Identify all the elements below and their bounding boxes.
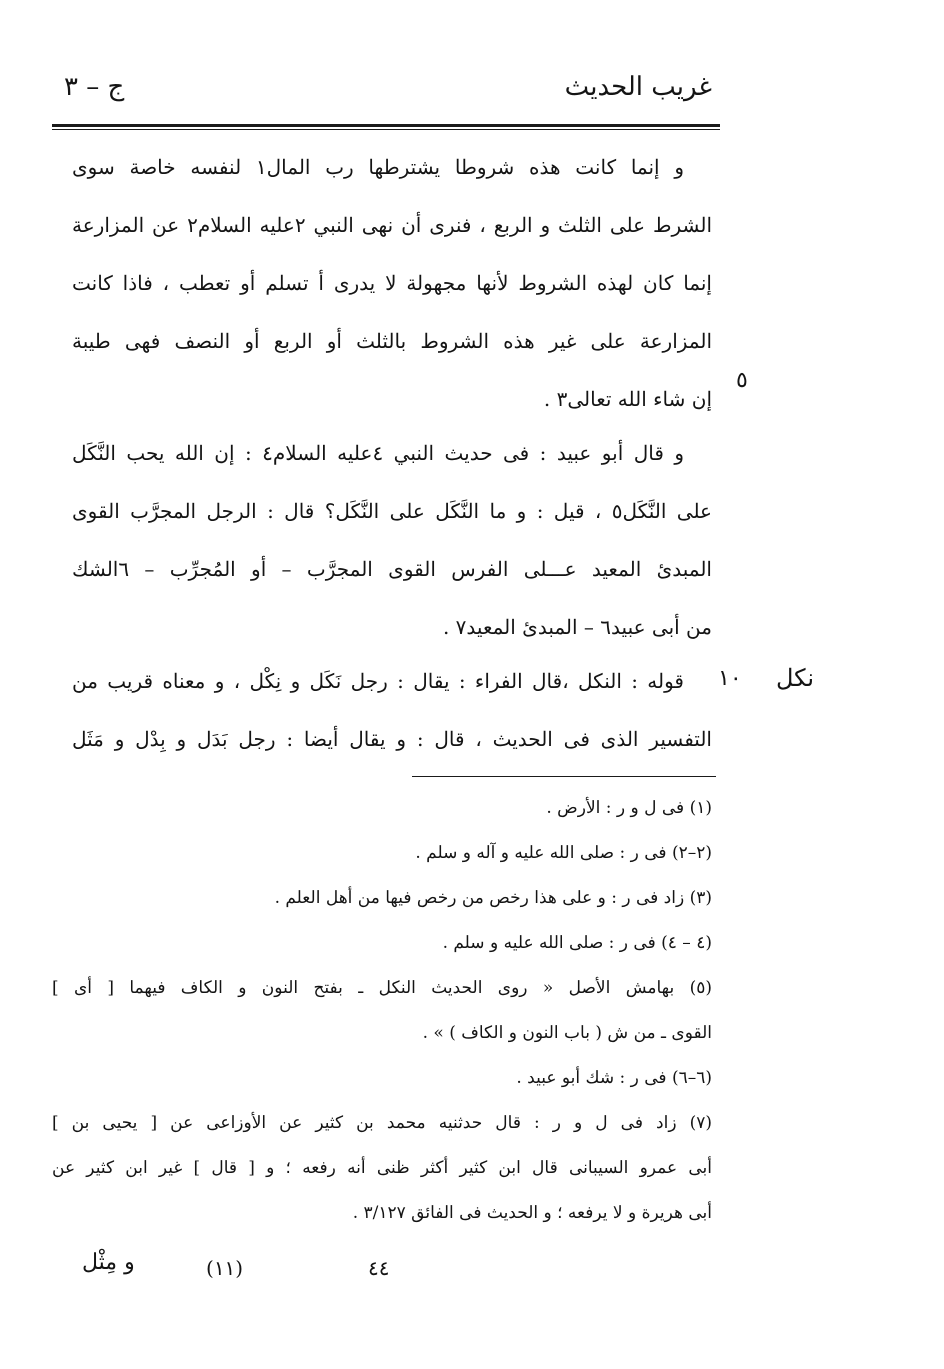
- text-line: من أبى عبيد٦ – المبدئ المعيد٧ .: [442, 615, 712, 639]
- footnote-continuation: أبى هريرة و لا يرفعه ؛ و الحديث فى الفائق ٣/١٢٧ .: [352, 1203, 712, 1223]
- footnote: (١) فى ل و ر : الأرض .: [546, 798, 712, 818]
- paragraph-1: [72, 138, 712, 428]
- text-line: و إنما كانت هذه شروطا يشترطها رب المال١ لنفسه خاصة سوى: [72, 155, 684, 179]
- footnote-continuation: القوى ـ من ش ( باب النون و الكاف ) » .: [422, 1023, 712, 1043]
- footnote: (٦–٦) فى ر : شك أبو عبيد .: [516, 1068, 712, 1088]
- signature-mark: (١١): [206, 1256, 244, 1280]
- volume-number: ج – ٣: [64, 72, 125, 102]
- line-number-10: ١٠: [718, 666, 742, 691]
- text-line: التفسير الذى فى الحديث ، قال : و يقال أيضا : رجل بَدَل و بِدْل و مَثَل: [72, 727, 712, 751]
- page-number: ٤٤: [368, 1256, 390, 1280]
- footnote: (٤ – ٤) فى ر : صلى الله عليه و سلم .: [442, 933, 712, 953]
- footnote-continuation: أبى عمرو السيبانى قال ابن كثير أكثر ظنى أنه رفعه ؛ و [ قال ] غير ابن كثير عن: [52, 1158, 712, 1178]
- footnote: (٢–٢) فى ر : صلى الله عليه و آله و سلم .: [415, 843, 712, 863]
- header-rule-thin: [52, 129, 720, 130]
- text-line: قوله : النكل ،قال الفراء : يقال : رجل نَكَل و نِكْل ، و معناه قريب من: [72, 669, 684, 693]
- line-number-5: ٥: [736, 368, 748, 393]
- header-rule-thick: [52, 124, 720, 127]
- paragraph-2: [72, 424, 712, 656]
- paragraph-3: [72, 652, 712, 768]
- text-line: الشرط على الثلث و الربع ، فنرى أن نهى النبي ٢عليه السلام٢ عن المزارعة: [72, 213, 713, 237]
- text-line: المزارعة على غير هذه الشروط بالثلث أو الربع أو النصف فهى طيبة: [72, 329, 712, 353]
- footnotes: [52, 786, 712, 1236]
- margin-headword: نكل: [776, 664, 815, 692]
- text-line: المبدئ المعيد عـــلى الفرس القوى المجرَّب – أو المُجرِّب – ٦الشك: [72, 557, 712, 581]
- text-line: إن شاء الله تعالى٣ .: [543, 387, 712, 411]
- footnote: (٥) بهامش الأصل « روى الحديث النكل ـ بفتح النون و الكاف فيهما [ أى ]: [52, 978, 712, 998]
- footnote: (٣) زاد فى ر : و على هذا رخص من رخص فيها من أهل العلم .: [274, 888, 712, 908]
- text-line: و قال أبو عبيد : فى حديث النبي ٤عليه السلام٤ : إن الله يحب النَّكَل: [72, 441, 684, 465]
- running-title: غريب الحديث: [564, 72, 712, 102]
- text-line: إنما كان لهذه الشروط لأنها مجهولة لا يدرى أ تسلم أو تعطب ، فاذا كانت: [72, 271, 712, 295]
- footnote: (٧) زاد فى ل و ر : قال حدثنيه محمد بن كثير عن الأوزاعى عن [ يحيى بن ]: [52, 1113, 712, 1133]
- catchword: و مِثْل: [82, 1250, 135, 1275]
- text-line: على النَّكَل٥ ، قيل : و ما النَّكَل على النَّكَل؟ قال : الرجل المجرَّب القوى: [72, 499, 712, 523]
- footnote-rule: [412, 776, 716, 777]
